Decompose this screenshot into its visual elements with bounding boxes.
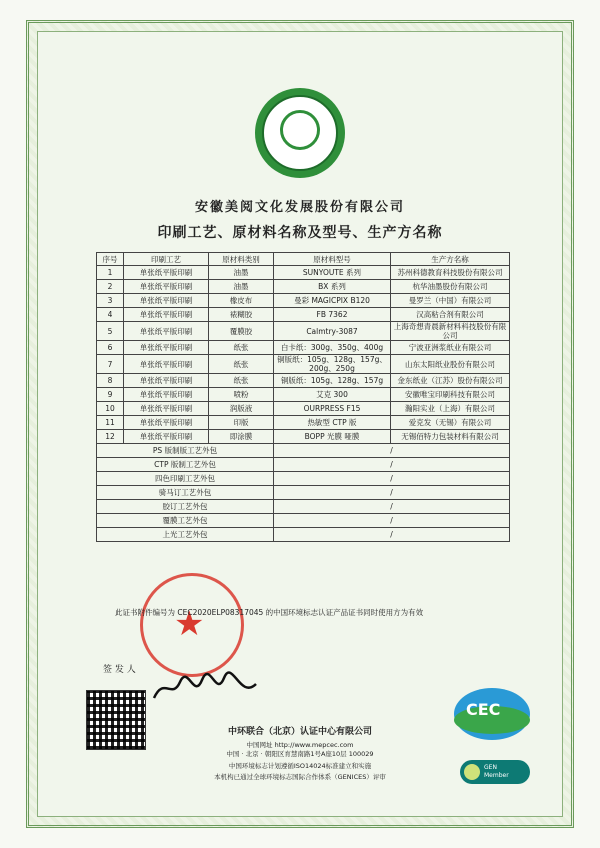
table-cell: 裱糊胶 (209, 308, 274, 322)
col-header: 原材料型号 (274, 253, 391, 266)
table-cell: OURPRESS F15 (274, 402, 391, 416)
table-cell: 单张纸平版印刷 (124, 308, 209, 322)
table-cell: 单张纸平版印刷 (124, 388, 209, 402)
footer-plan: 中国环境标志计划遵循ISO14024标准建立和实施 (228, 762, 372, 770)
table-cell: 12 (97, 430, 124, 444)
gen-leaf-icon (464, 764, 480, 780)
outsourced-label: 上光工艺外包 (97, 528, 274, 542)
outsourced-value: / (274, 486, 510, 500)
table-cell: 喷粉 (209, 388, 274, 402)
outsourced-label: 覆膜工艺外包 (97, 514, 274, 528)
table-cell: 5 (97, 322, 124, 341)
table-cell: Calmtry-3087 (274, 322, 391, 341)
table-row (97, 280, 510, 294)
col-header: 生产方名称 (391, 253, 510, 266)
signer-label: 签 发 人 (103, 665, 136, 675)
gen-badge-text: GEN Member (484, 764, 509, 779)
materials-table (96, 252, 510, 542)
table-cell: 杭华油墨股份有限公司 (391, 280, 510, 294)
table-cell: 油墨 (209, 266, 274, 280)
company-name: 安徽美阅文化发展股份有限公司 (194, 200, 405, 215)
table-cell: 7 (97, 355, 124, 374)
table-cell: 汉高粘合剂有限公司 (391, 308, 510, 322)
footer-website: 中国网址 http://www.mepcec.com (246, 741, 354, 749)
outsourced-row (97, 444, 510, 458)
table-cell: 山东太阳纸业股份有限公司 (391, 355, 510, 374)
table-cell: 纸张 (209, 355, 274, 374)
footer-address: 中国 · 北京 · 朝阳区育慧南路1号A座10层 100029 (226, 750, 374, 758)
outsourced-label: CTP 版制工艺外包 (97, 458, 274, 472)
table-cell: 4 (97, 308, 124, 322)
table-cell: 安徽唯宝印刷科技有限公司 (391, 388, 510, 402)
table-cell: 单张纸平版印刷 (124, 402, 209, 416)
table-cell: 单张纸平版印刷 (124, 266, 209, 280)
table-cell: 单张纸平版印刷 (124, 294, 209, 308)
table-cell: SUNYOUTE 系列 (274, 266, 391, 280)
table-cell: 单张纸平版印刷 (124, 374, 209, 388)
table-cell: 铜版纸：105g、128g、157g (274, 374, 391, 388)
cec-logo-text: CEC (466, 700, 501, 719)
outsourced-row (97, 486, 510, 500)
table-row (97, 374, 510, 388)
outsourced-value: / (274, 500, 510, 514)
outsourced-value: / (274, 528, 510, 542)
outsourced-row (97, 514, 510, 528)
handwritten-signature (150, 670, 260, 706)
table-row (97, 308, 510, 322)
table-row (97, 355, 510, 374)
table-cell: 爱克发（无锡）有限公司 (391, 416, 510, 430)
table-cell: 单张纸平版印刷 (124, 341, 209, 355)
col-header: 印刷工艺 (124, 253, 209, 266)
issuer-name: 中环联合（北京）认证中心有限公司 (227, 727, 372, 737)
table-cell: 1 (97, 266, 124, 280)
table-cell: 10 (97, 402, 124, 416)
outsourced-value: / (274, 514, 510, 528)
table-cell: 8 (97, 374, 124, 388)
table-cell: 单张纸平版印刷 (124, 355, 209, 374)
table-row (97, 416, 510, 430)
seal-star-icon: ★ (174, 604, 205, 644)
table-cell: 3 (97, 294, 124, 308)
outsourced-label: 四色印刷工艺外包 (97, 472, 274, 486)
outsourced-value: / (274, 444, 510, 458)
outsourced-value: / (274, 472, 510, 486)
table-cell: 单张纸平版印刷 (124, 430, 209, 444)
table-cell: 单张纸平版印刷 (124, 416, 209, 430)
table-cell: 白卡纸：300g、350g、400g (274, 341, 391, 355)
outsourced-label: 骑马订工艺外包 (97, 486, 274, 500)
table-cell: BOPP 光膜 哑膜 (274, 430, 391, 444)
certificate-note: 此证书附件编号为 CEC2020ELP08317045 的中国环境标志认证产品证书同时使用方为有效 (115, 608, 424, 617)
table-row (97, 388, 510, 402)
ten-rings-icon (280, 110, 320, 150)
table-cell: 苏州科德教育科技股份有限公司 (391, 266, 510, 280)
table-row (97, 294, 510, 308)
table-cell: 上海奇想青晨新材料科技股份有限公司 (391, 322, 510, 341)
table-row (97, 430, 510, 444)
col-header: 原材料类别 (209, 253, 274, 266)
table-cell: 纸张 (209, 374, 274, 388)
table-cell: 单张纸平版印刷 (124, 280, 209, 294)
table-cell: 艾克 300 (274, 388, 391, 402)
table-cell: 6 (97, 341, 124, 355)
table-cell: BX 系列 (274, 280, 391, 294)
table-cell: 金东纸业（江苏）股份有限公司 (391, 374, 510, 388)
table-row (97, 402, 510, 416)
table-cell: 润版液 (209, 402, 274, 416)
table-cell: 铜版纸：105g、128g、157g、200g、250g (274, 355, 391, 374)
table-header-row (97, 253, 510, 266)
col-header: 序号 (97, 253, 124, 266)
table-cell: 即涂膜 (209, 430, 274, 444)
table-cell: 无锡佰特力包装材料有限公司 (391, 430, 510, 444)
table-cell: 单张纸平版印刷 (124, 322, 209, 341)
table-cell: 油墨 (209, 280, 274, 294)
table-cell: 宁波亚洲浆纸业有限公司 (391, 341, 510, 355)
table-cell: 纸张 (209, 341, 274, 355)
table-row (97, 266, 510, 280)
outsourced-row (97, 458, 510, 472)
table-cell: 印版 (209, 416, 274, 430)
outsourced-label: 胶订工艺外包 (97, 500, 274, 514)
table-cell: 热敏型 CTP 版 (274, 416, 391, 430)
outsourced-row (97, 472, 510, 486)
table-cell: 11 (97, 416, 124, 430)
table-row (97, 341, 510, 355)
footer-gen: 本机构已通过全球环境标志国际合作体系（GENICES）评审 (214, 773, 386, 781)
outsourced-row (97, 500, 510, 514)
table-cell: 瀚阳实业（上海）有限公司 (391, 402, 510, 416)
table-cell: FB 7362 (274, 308, 391, 322)
table-cell: 9 (97, 388, 124, 402)
table-row (97, 322, 510, 341)
document-subtitle: 印刷工艺、原材料名称及型号、生产方名称 (157, 225, 443, 241)
table-cell: 覆膜胶 (209, 322, 274, 341)
table-cell: 曼彩 MAGICPIX B120 (274, 294, 391, 308)
table-cell: 橡皮布 (209, 294, 274, 308)
table-cell: 2 (97, 280, 124, 294)
outsourced-value: / (274, 458, 510, 472)
outsourced-label: PS 版制版工艺外包 (97, 444, 274, 458)
table-cell: 曼罗兰（中国）有限公司 (391, 294, 510, 308)
outsourced-row (97, 528, 510, 542)
